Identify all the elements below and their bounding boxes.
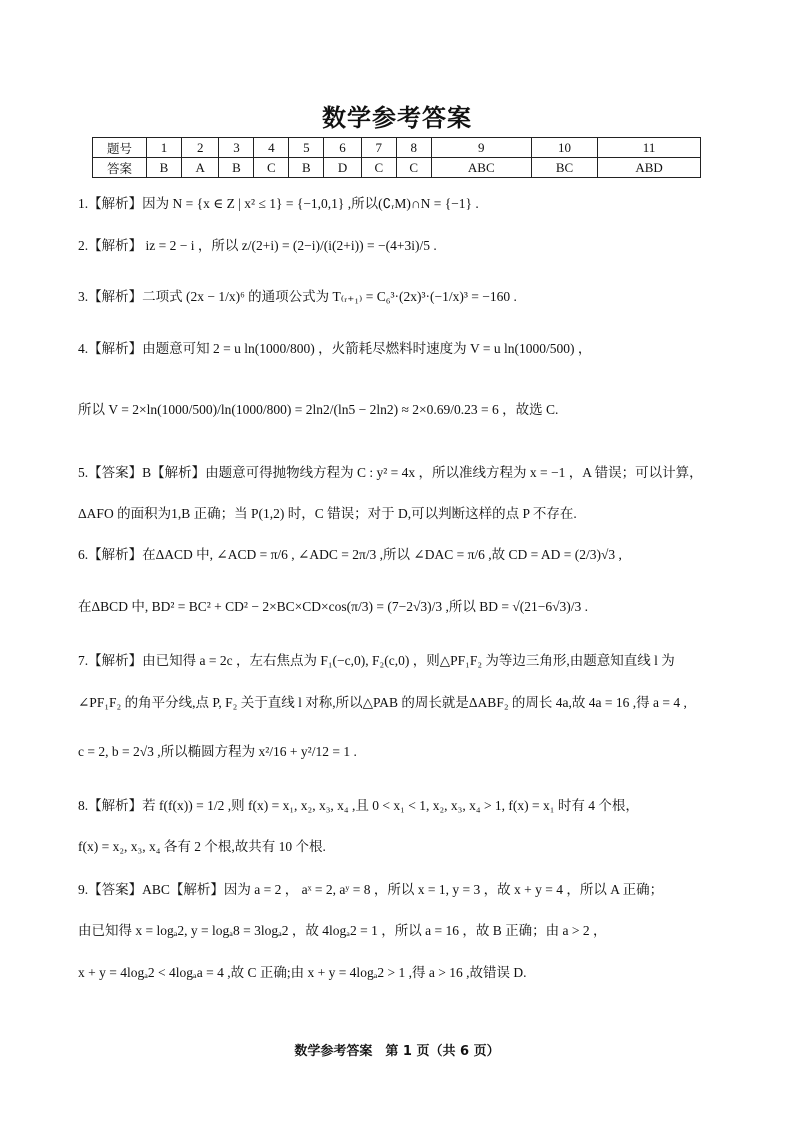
solution-4-line-1: 4.【解析】由题意可知 2 = u ln(1000/800) ，火箭耗尽燃料时速度为 V = u ln(1000/500) ， bbox=[78, 341, 592, 356]
solution-9-line-1: 9.【答案】ABC【解析】因为 a = 2 ， aˣ = 2, aʸ = 8 ，所以 x = 1, y = 3 ，故 x + y = 4 ，所以 A 正确； bbox=[78, 882, 664, 897]
page-title: 数学参考答案 bbox=[322, 103, 472, 132]
solution-8-line-1: 8.【解析】若 f(f(x)) = 1/2 ,则 f(x) = x₁, x₂, x₃, x₄ ,且 0 < x₁ < 1, x₂, x₃, x₄ > 1, f(x) = x₁ 时有 4 个根， bbox=[78, 798, 639, 813]
solution-7-line-3: c = 2, b = 2√3 ,所以椭圆方程为 x²/16 + y²/12 = 1 . bbox=[78, 744, 357, 759]
table-cell: 9 bbox=[431, 138, 531, 158]
table-cell: C bbox=[254, 158, 289, 178]
answer-table bbox=[92, 137, 701, 178]
table-cell: 11 bbox=[598, 138, 701, 158]
table-header-cell: 题号 bbox=[93, 138, 147, 158]
table-row bbox=[93, 138, 701, 158]
solution-9-line-3: x + y = 4logₐ2 < 4logₐa = 4 ,故 C 正确;由 x + y = 4logₐ2 > 1 ,得 a > 16 ,故错误 D. bbox=[78, 965, 527, 980]
solution-8-line-2: f(x) = x₂, x₃, x₄ 各有 2 个根,故共有 10 个根. bbox=[78, 839, 326, 854]
solution-5-line-1: 5.【答案】B【解析】由题意可得抛物线方程为 C : y² = 4x ，所以准线方程为 x = −1 ，A 错误；可以计算， bbox=[78, 465, 703, 480]
solution-6-line-1: 6.【解析】在ΔACD 中, ∠ACD = π/6 , ∠ADC = 2π/3 ,所以 ∠DAC = π/6 ,故 CD = AD = (2/3)√3 , bbox=[78, 547, 622, 562]
table-cell: 8 bbox=[396, 138, 431, 158]
table-cell: 6 bbox=[324, 138, 362, 158]
table-cell: 10 bbox=[531, 138, 597, 158]
table-row bbox=[93, 158, 701, 178]
table-cell: B bbox=[289, 158, 324, 178]
solution-7-line-2: ∠PF₁F₂ 的角平分线,点 P, F₂ 关于直线 l 对称,所以△PAB 的周长就是ΔABF₂ 的周长 4a,故 4a = 16 ,得 a = 4 , bbox=[78, 695, 687, 710]
table-cell: BC bbox=[531, 158, 597, 178]
table-cell: 5 bbox=[289, 138, 324, 158]
table-cell: 7 bbox=[361, 138, 396, 158]
page-footer: 数学参考答案 第 1 页（共 6 页） bbox=[294, 1044, 500, 1059]
table-cell: C bbox=[361, 158, 396, 178]
table-cell: ABD bbox=[598, 158, 701, 178]
table-cell: 1 bbox=[147, 138, 182, 158]
solution-2: 2.【解析】 iz = 2 − i ，所以 z/(2+i) = (2−i)/(i(2+i)) = −(4+3i)/5 . bbox=[78, 238, 437, 253]
table-cell: C bbox=[396, 158, 431, 178]
table-cell: 2 bbox=[181, 138, 219, 158]
solution-9-line-2: 由已知得 x = logₐ2, y = logₐ8 = 3logₐ2 ，故 4logₐ2 = 1 ，所以 a = 16 ，故 B 正确；由 a > 2 ， bbox=[78, 923, 607, 938]
table-cell: D bbox=[324, 158, 362, 178]
solution-1: 1.【解析】因为 N = {x ∈ Z | x² ≤ 1} = {−1,0,1} ,所以(∁ᵣM)∩N = {−1} . bbox=[78, 196, 479, 211]
solution-5-line-2: ΔAFO 的面积为1,B 正确；当 P(1,2) 时，C 错误；对于 D,可以判断这样的点 P 不存在. bbox=[78, 506, 577, 521]
solution-4-line-2: 所以 V = 2×ln(1000/500)/ln(1000/800) = 2ln2/(ln5 − 2ln2) ≈ 2×0.69/0.23 = 6 ，故选 C. bbox=[78, 402, 559, 417]
table-cell: 4 bbox=[254, 138, 289, 158]
table-cell: 3 bbox=[219, 138, 254, 158]
table-cell: B bbox=[219, 158, 254, 178]
table-cell: B bbox=[147, 158, 182, 178]
solution-3: 3.【解析】二项式 (2x − 1/x)⁶ 的通项公式为 T₍ᵣ₊₁₎ = C₆³·(2x)³·(−1/x)³ = −160 . bbox=[78, 289, 517, 304]
solution-6-line-2: 在ΔBCD 中, BD² = BC² + CD² − 2×BC×CD×cos(π/3) = (7−2√3)/3 ,所以 BD = √(21−6√3)/3 . bbox=[78, 599, 589, 614]
table-header-cell: 答案 bbox=[93, 158, 147, 178]
table-cell: ABC bbox=[431, 158, 531, 178]
table-cell: A bbox=[181, 158, 219, 178]
solution-7-line-1: 7.【解析】由已知得 a = 2c ，左右焦点为 F₁(−c,0), F₂(c,0) ，则△PF₁F₂ 为等边三角形,由题意知直线 l 为 bbox=[78, 653, 675, 668]
